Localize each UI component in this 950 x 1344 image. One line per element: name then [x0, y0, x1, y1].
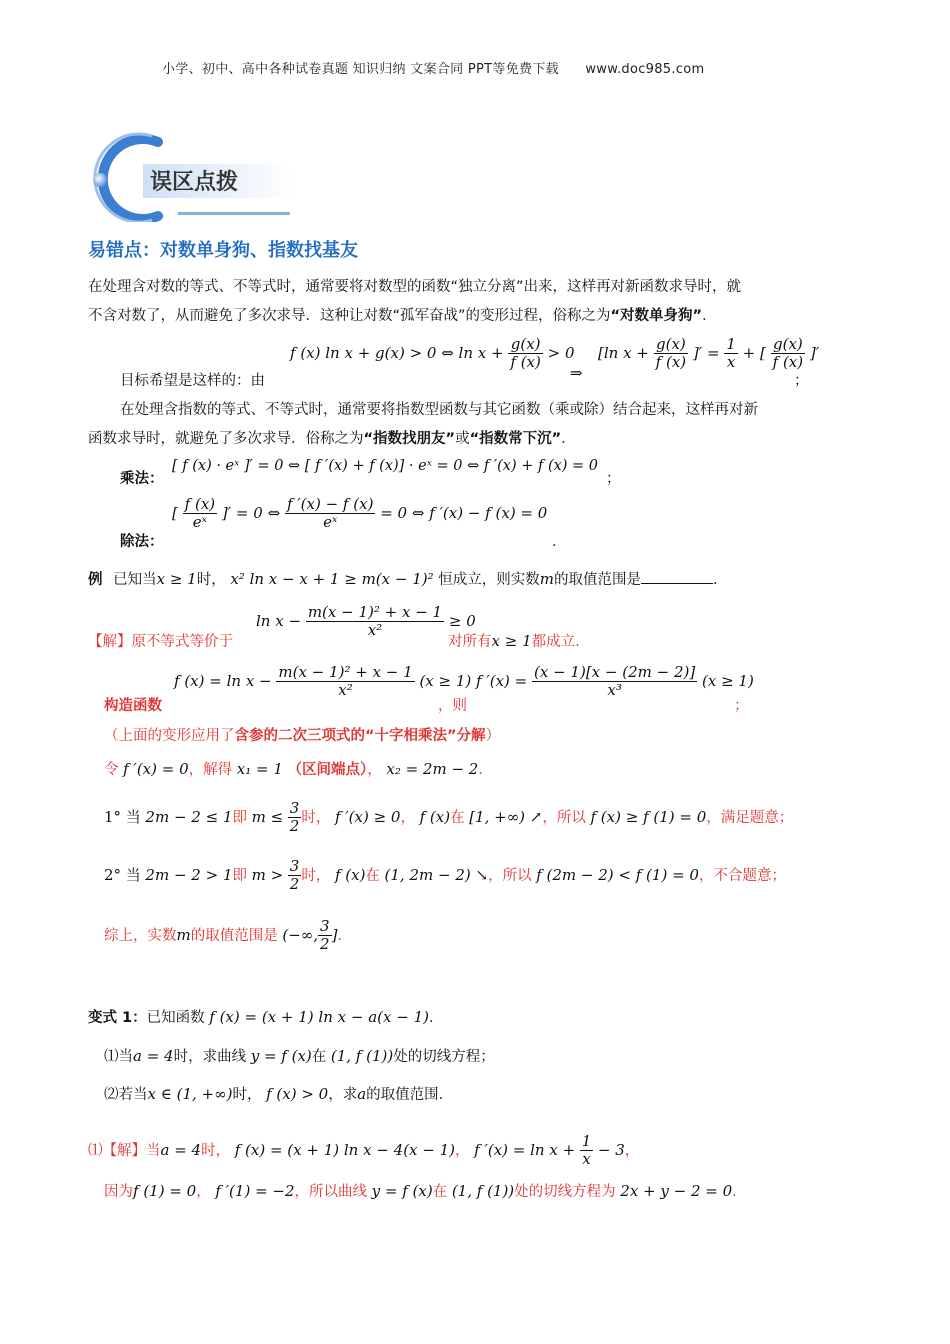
goal-expr2-d: ]′ — [809, 343, 820, 362]
case-2-d: 在 — [365, 867, 380, 884]
variant-q1 — [104, 1045, 495, 1066]
case-2-f: ，不合题意； — [698, 867, 786, 884]
header-text: 小学、初中、高中各种试卷真题 知识归纳 文案合同 PPT等免费下载 — [162, 62, 559, 77]
answer-line-1 — [88, 1133, 639, 1169]
l2-m5: 2x + y − 2 = 0 — [620, 1182, 733, 1200]
frac-den: x — [582, 1150, 591, 1169]
frac-num: m(x − 1)² + x − 1 — [307, 603, 443, 621]
let-m1: f ′(x) = 0 — [123, 760, 189, 778]
case-1-line — [104, 800, 793, 836]
frac-den: x³ — [607, 681, 622, 700]
exp-end: ． — [561, 431, 576, 447]
case-1-m5: [1, +∞) ↗ — [469, 807, 543, 826]
case-2-e: ，所以 — [488, 867, 532, 884]
mult-end: ； — [606, 471, 621, 487]
then-text: ，则 — [438, 698, 467, 714]
goal-frac-2 — [654, 336, 688, 372]
let-t3: （区间端点） — [287, 762, 368, 778]
frac-den: f (x) — [772, 353, 804, 372]
frac-num: m(x − 1)² + x − 1 — [278, 663, 413, 681]
header-url: www.doc985.com — [585, 62, 705, 77]
fpx-frac — [532, 664, 697, 700]
variant-t2: ． — [428, 1010, 444, 1026]
case-1-f: ，所以 — [542, 809, 586, 826]
summary-frac — [318, 918, 332, 954]
frac-num: f (x) — [184, 495, 216, 513]
case-1-m6: f (x) ≥ f (1) = 0 — [590, 807, 707, 826]
frac-den: x² — [367, 621, 383, 640]
q1-m1: a = 4 — [133, 1047, 174, 1065]
frac-den: x — [726, 353, 736, 372]
div-open: [ — [172, 503, 178, 522]
example-t2: 时， — [196, 572, 226, 588]
case-1-b: 即 — [232, 809, 247, 826]
variant-q2 — [104, 1083, 453, 1104]
summary-line — [104, 918, 352, 954]
summary-b: 的取值范围是 — [190, 927, 278, 944]
case-1-c: 时， — [301, 809, 331, 826]
let-t1: 令 — [104, 762, 119, 778]
let-t4: ， — [367, 762, 382, 778]
intro-keyword: “对数单身狗” — [610, 308, 703, 324]
section-title: 易错点：对数单身狗、指数找基友 — [88, 240, 358, 261]
case-2-m3: f (x) — [334, 865, 366, 884]
frac-num: g(x) — [771, 336, 805, 354]
case-1-d: ， — [400, 809, 415, 826]
frac-den: 2 — [320, 935, 330, 954]
solution-ineq — [256, 604, 476, 640]
div-frac-2 — [285, 496, 375, 532]
div-frac-1 — [183, 496, 217, 532]
case-1-g: ，满足题意； — [706, 809, 794, 826]
case-2-line — [104, 858, 786, 894]
case-2-m5: f (2m − 2) < f (1) = 0 — [536, 865, 699, 884]
q1-d: 处的切线方程； — [393, 1049, 495, 1065]
section-banner — [88, 132, 298, 222]
goal-expr2-b: ]′ = — [692, 343, 720, 362]
summary-close: ] — [331, 925, 338, 944]
answer-m1: a = 4 — [160, 1140, 202, 1159]
goal-end: ； — [794, 373, 809, 389]
frac-den: f (x) — [510, 353, 541, 372]
answer-line-2 — [104, 1180, 747, 1201]
banner-label: 误区点拨 — [150, 170, 239, 195]
goal-formula-1 — [290, 336, 575, 372]
all-t: 对所有 — [448, 634, 492, 650]
frac-num: g(x) — [508, 336, 542, 354]
fx-a: f (x) = ln x − — [174, 671, 272, 690]
ineq-frac — [306, 604, 444, 640]
q1-m2: y = f (x) — [250, 1047, 312, 1065]
case-1-m1: 2m − 2 ≤ 1 — [145, 807, 233, 826]
note-a: （上面的变形应用了 — [104, 728, 235, 744]
frac-num: (x − 1)[x − (2m − 2)] — [534, 663, 696, 681]
goal-frac-1 — [508, 336, 542, 372]
frac-num: f ′(x) − f (x) — [286, 495, 374, 513]
exp-line-1: 在处理含指数的等式、不等式时，通常要将指数型函数与其它函数（乘或除）结合起来，这样再对新 — [120, 402, 758, 418]
frac-num: 3 — [289, 857, 300, 875]
intro-end: ． — [702, 308, 717, 324]
q2-a: ⑵若当 — [104, 1087, 148, 1103]
answer-m3a: f ′(x) = ln x + — [474, 1140, 576, 1159]
q1-b: 时，求曲线 — [173, 1049, 247, 1065]
variant-line — [88, 1006, 443, 1027]
div-tail: = 0 ⇔ f ′(x) − f (x) = 0 — [380, 503, 548, 522]
frac-num: 1 — [581, 1132, 592, 1150]
fx-frac — [276, 664, 414, 700]
case-1-frac — [288, 800, 302, 836]
frac-den: 2 — [289, 817, 300, 836]
div-mid: ]′ = 0 ⇔ — [221, 503, 281, 522]
q1-c: 在 — [311, 1049, 327, 1065]
case-2-m2: m > — [251, 865, 284, 884]
frac-num: g(x) — [654, 336, 688, 354]
note-b: 含参的二次三项式的“十字相乘法”分解 — [234, 728, 486, 744]
example-m3: m — [539, 570, 554, 588]
l2-m4: (1, f (1)) — [451, 1182, 515, 1200]
answer-frac — [580, 1133, 594, 1169]
variant-t1: 已知函数 — [146, 1010, 205, 1026]
case-1-e: 在 — [450, 809, 465, 826]
q2-d: 的取值范围． — [366, 1087, 454, 1103]
note-c: ） — [485, 728, 501, 744]
summary-a: 综上，实数 — [104, 927, 177, 944]
case-1-m4: f (x) — [419, 807, 451, 826]
solution-head: 【解】原不等式等价于 — [88, 634, 233, 650]
frac-num: 1 — [726, 335, 736, 353]
example-m1: x ≥ 1 — [156, 570, 197, 588]
l2-d: 在 — [432, 1184, 448, 1200]
all-m: x ≥ 1 — [491, 632, 532, 650]
variant-label: 变式 1： — [88, 1010, 147, 1026]
example-t4: 的取值范围是 — [553, 572, 641, 588]
exp-text: 函数求导时，就避免了多次求导．俗称之为 — [88, 431, 364, 447]
page-header — [162, 58, 704, 77]
case-1-m3: f ′(x) ≥ 0 — [334, 807, 401, 826]
mult-formula: [ f (x) · eˣ ]′ = 0 ⇔ [ f ′(x) + f (x)] · eˣ = 0 ⇔ f ′(x) + f (x) = 0 — [172, 458, 599, 474]
exp-keyword-1: “指数找朋友” — [363, 431, 456, 447]
answer-m2: f (x) = (x + 1) ln x − 4(x − 1) — [234, 1140, 456, 1159]
frac-den: eˣ — [192, 513, 207, 532]
frac-den: 2 — [289, 875, 300, 894]
construct-label: 构造函数 — [104, 698, 162, 714]
summary-m: m — [176, 925, 191, 944]
div-label: 除法： — [120, 534, 164, 550]
answer-blank — [641, 569, 713, 584]
let-m3: x₂ = 2m − 2 — [386, 760, 479, 778]
answer-t3: ， — [624, 1142, 640, 1159]
q2-c: ，求 — [328, 1087, 358, 1103]
fpx-a: f ′(x) = — [476, 671, 528, 690]
goal-lhs: f (x) ln x + g(x) > 0 ⇔ ln x + — [290, 343, 504, 362]
q2-m2: f (x) > 0 — [266, 1085, 329, 1103]
goal-expr2-a: [ln x + — [598, 343, 649, 362]
q2-m3: a — [357, 1085, 367, 1103]
let-t2: ，解得 — [188, 762, 233, 778]
exp-keyword-2: “指数常下沉” — [469, 431, 562, 447]
q2-m1: x ∈ (1, +∞) — [147, 1085, 233, 1103]
example-label: 例 — [88, 572, 103, 588]
fx-b: (x ≥ 1) — [419, 671, 472, 690]
l2-a: 因为 — [104, 1184, 133, 1200]
construct-end: ； — [734, 698, 749, 714]
let-line — [104, 758, 493, 779]
case-2-b: 即 — [232, 867, 247, 884]
summary-end: ． — [337, 927, 352, 944]
variant-m1: f (x) = (x + 1) ln x − a(x − 1) — [209, 1008, 429, 1026]
frac-num: 3 — [320, 917, 330, 935]
intro-line-2 — [88, 304, 717, 325]
let-t5: ． — [478, 762, 493, 778]
q1-m3: (1, f (1)) — [330, 1047, 394, 1065]
l2-f: ． — [732, 1184, 747, 1200]
note-line — [104, 724, 500, 745]
example-t1: 已知当 — [113, 572, 157, 588]
div-formula — [172, 496, 547, 532]
q2-b: 时， — [232, 1087, 262, 1103]
answer-m3b: − 3 — [597, 1140, 625, 1159]
construct-fx — [174, 664, 471, 700]
example-line — [88, 568, 727, 589]
example-t3: 恒成立，则实数 — [438, 572, 540, 588]
l2-c: ，所以曲线 — [294, 1184, 368, 1200]
l2-m1: f (1) = 0 — [133, 1182, 197, 1200]
l2-b: ， — [196, 1184, 211, 1200]
goal-frac-4 — [771, 336, 805, 372]
goal-arrow: ⇒ — [570, 364, 583, 382]
goal-label: 目标希望是这样的：由 — [120, 373, 265, 389]
construct-fpx — [476, 664, 754, 700]
intro-text: 不含对数了，从而避免了多次求导．这种让对数“孤军奋战”的变形过程，俗称之为 — [88, 308, 611, 324]
fpx-b: (x ≥ 1) — [702, 671, 754, 690]
frac-den: f (x) — [655, 353, 687, 372]
l2-m2: f ′(1) = −2 — [215, 1182, 295, 1200]
div-end: ． — [552, 534, 567, 550]
case-2-m4: (1, 2m − 2) ↘ — [384, 865, 489, 884]
goal-frac-3 — [724, 336, 738, 372]
exp-line-2 — [88, 427, 576, 448]
example-m2: x² ln x − x + 1 ≥ m(x − 1)² — [230, 570, 434, 588]
goal-formula-2 — [598, 336, 819, 372]
case-2-a: 2° 当 — [104, 865, 141, 884]
answer-t1: 时， — [201, 1142, 231, 1159]
l2-e: 处的切线方程为 — [514, 1184, 616, 1200]
ineq-b: ≥ 0 — [448, 611, 476, 630]
exp-or: 或 — [455, 431, 470, 447]
let-m2: x₁ = 1 — [236, 760, 283, 778]
case-2-c: 时， — [301, 867, 331, 884]
summary-open: (−∞, — [282, 925, 319, 944]
case-1-m2: m ≤ — [251, 807, 284, 826]
frac-num: 3 — [289, 799, 300, 817]
intro-line-1: 在处理含对数的等式、不等式时，通常要将对数型的函数“独立分离”出来，这样再对新函数求导时，就 — [88, 279, 742, 295]
frac-den: eˣ — [323, 513, 338, 532]
frac-den: x² — [338, 681, 353, 700]
answer-t2: ， — [455, 1142, 470, 1159]
ineq-a: ln x − — [256, 611, 302, 630]
solution-all — [448, 630, 580, 651]
goal-rhs: > 0 — [547, 343, 575, 362]
q1-a: ⑴当 — [104, 1049, 133, 1065]
mult-label: 乘法： — [120, 471, 164, 487]
hold-t: 都成立. — [531, 634, 580, 650]
l2-m3: y = f (x) — [371, 1182, 433, 1200]
goal-expr2-c: + [ — [742, 343, 766, 362]
case-1-a: 1° 当 — [104, 807, 141, 826]
answer-head: ⑴【解】当 — [88, 1142, 161, 1159]
case-2-frac — [288, 858, 302, 894]
case-2-m1: 2m − 2 > 1 — [145, 865, 233, 884]
example-t5: ． — [712, 572, 728, 588]
